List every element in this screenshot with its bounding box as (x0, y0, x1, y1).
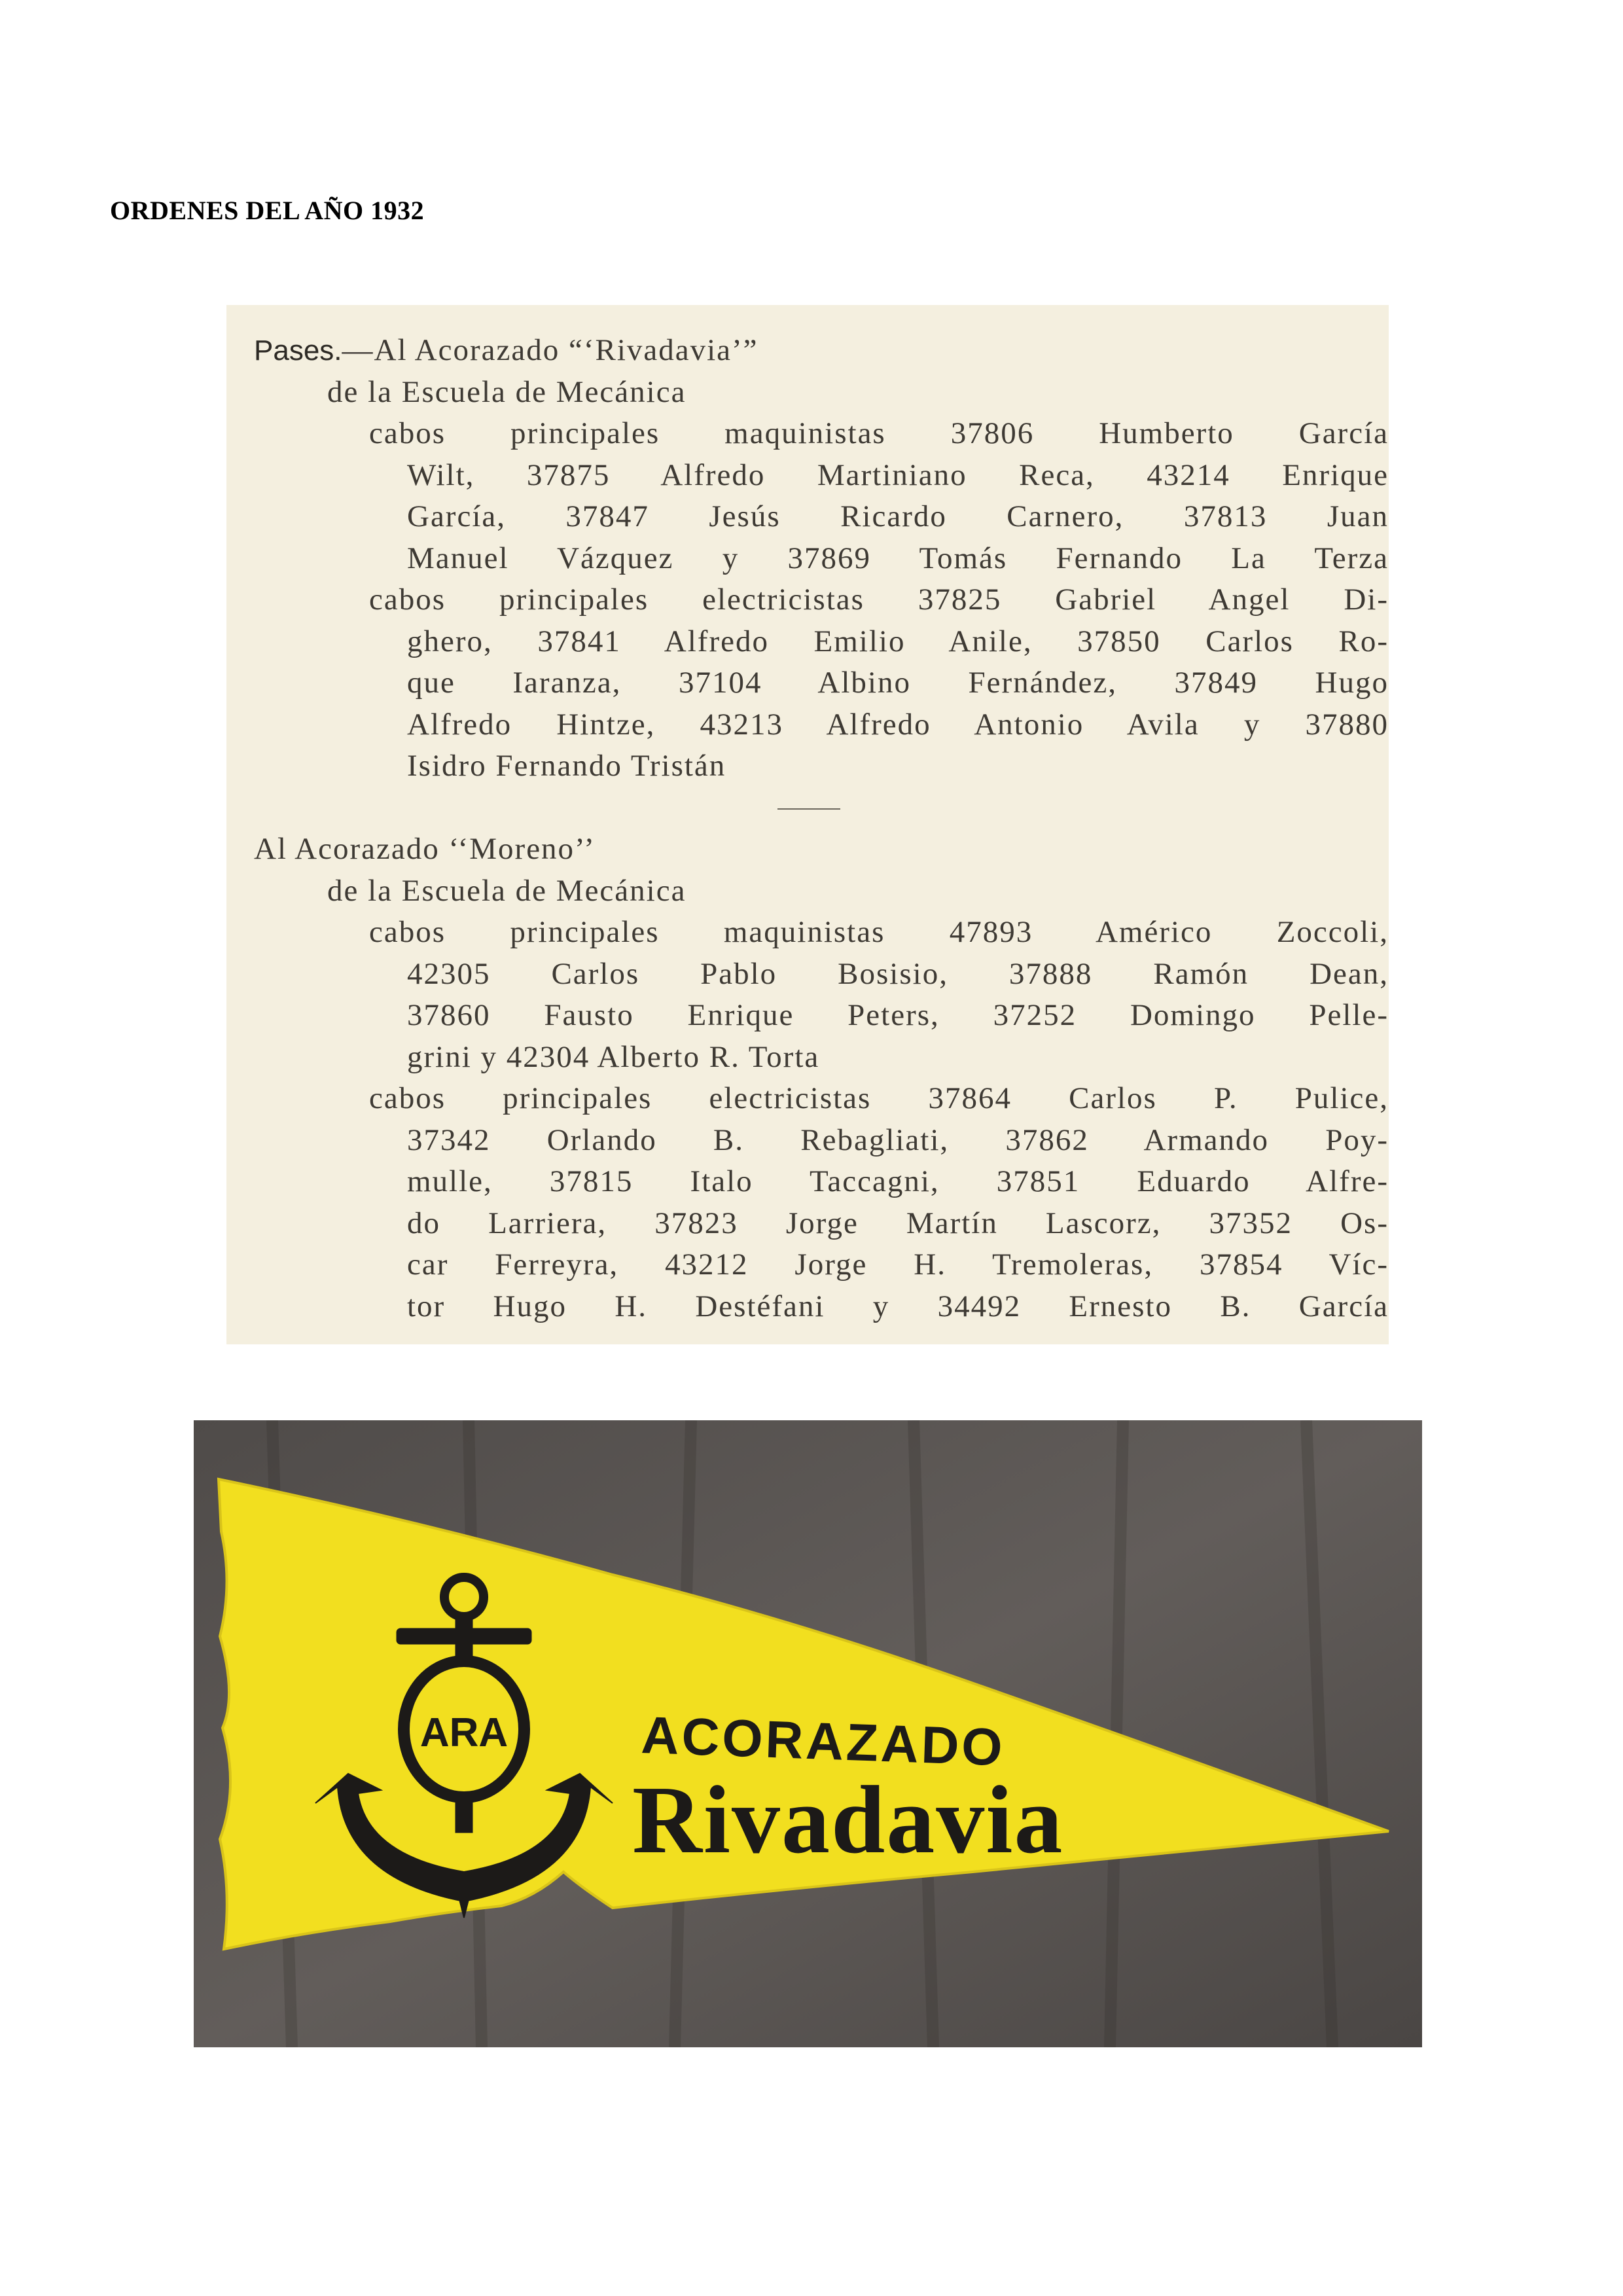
text-line: tor Hugo H. Destéfani y 34492 Ernesto B. García (407, 1289, 1389, 1323)
pennant-photo (194, 1420, 1422, 2047)
section1-line-8: Isidro Fernando Tristán (407, 749, 726, 783)
text-line: car Ferreyra, 43212 Jorge H. Tremoleras, 37854 Víc- (407, 1247, 1389, 1282)
section2-line-5 (254, 1120, 1389, 1162)
section2-line-9 (254, 1286, 1389, 1328)
pennant-line1: ACORAZADO (640, 1706, 1007, 1777)
text-line: Alfredo Hintze, 43213 Alfredo Antonio Avila y 37880 (407, 707, 1389, 742)
section2-line-6 (254, 1161, 1389, 1203)
section2-line-7 (254, 1203, 1389, 1245)
text-line: cabos principales electricistas 37864 Carlos P. Pulice, (369, 1081, 1389, 1115)
emblem-text: ARA (419, 1710, 508, 1755)
section1-line-1 (254, 455, 1389, 497)
section2-line-2 (254, 995, 1389, 1037)
text-line: 42305 Carlos Pablo Bosisio, 37888 Ramón Dean, (407, 956, 1389, 991)
section2-line-0 (254, 912, 1389, 954)
section2-line-4 (254, 1078, 1389, 1120)
section2-title: Al Acorazado ‘‘Moreno’’ (254, 832, 596, 866)
section1-origin: de la Escuela de Mecánica (327, 374, 687, 409)
section2-line-3: grini y 42304 Alberto R. Torta (407, 1039, 820, 1074)
text-line: García, 37847 Jesús Ricardo Carnero, 37813 Juan (407, 499, 1389, 533)
pennant-line2: Rivadavia (632, 1767, 1064, 1874)
section2-origin: de la Escuela de Mecánica (327, 873, 687, 908)
section1-title-line (254, 330, 1389, 372)
section1-line-0 (254, 413, 1389, 455)
text-line: cabos principales maquinistas 37806 Humberto García (369, 416, 1389, 450)
text-line: cabos principales electricistas 37825 Gabriel Angel Di- (369, 583, 1389, 617)
text-line: 37342 Orlando B. Rebagliati, 37862 Armando Poy- (407, 1122, 1389, 1157)
page-heading: ORDENES DEL AÑO 1932 (110, 196, 425, 225)
section1-line-6 (254, 662, 1389, 704)
text-line: cabos principales maquinistas 47893 Américo Zoccoli, (369, 915, 1389, 949)
text-line: do Larriera, 37823 Jorge Martín Lascorz, 37352 Os- (407, 1206, 1389, 1240)
text-line: Wilt, 37875 Alfredo Martiniano Reca, 43214 Enrique (407, 457, 1389, 492)
section1-line-4 (254, 579, 1389, 621)
section-divider (254, 787, 1389, 829)
section1-label: Pases. (254, 334, 342, 367)
pennant-graphic (194, 1420, 1422, 2047)
text-line: ghero, 37841 Alfredo Emilio Anile, 37850 Carlos Ro- (407, 624, 1389, 658)
section1-line-3 (254, 538, 1389, 580)
section1-line-7 (254, 704, 1389, 746)
section2-line-1 (254, 954, 1389, 996)
text-line: que Iaranza, 37104 Albino Fernández, 37849 Hugo (407, 666, 1389, 700)
text-line: mulle, 37815 Italo Taccagni, 37851 Eduardo Alfre- (407, 1164, 1389, 1198)
order-scan (226, 305, 1389, 1344)
text-line: Manuel Vázquez y 37869 Tomás Fernando La Terza (407, 541, 1389, 575)
section1-title: —Al Acorazado “‘Rivadavia’” (342, 333, 758, 367)
text-line: 37860 Fausto Enrique Peters, 37252 Domingo Pelle- (407, 998, 1389, 1032)
section1-line-5 (254, 621, 1389, 663)
section1-line-2 (254, 496, 1389, 538)
section2-line-8 (254, 1244, 1389, 1286)
